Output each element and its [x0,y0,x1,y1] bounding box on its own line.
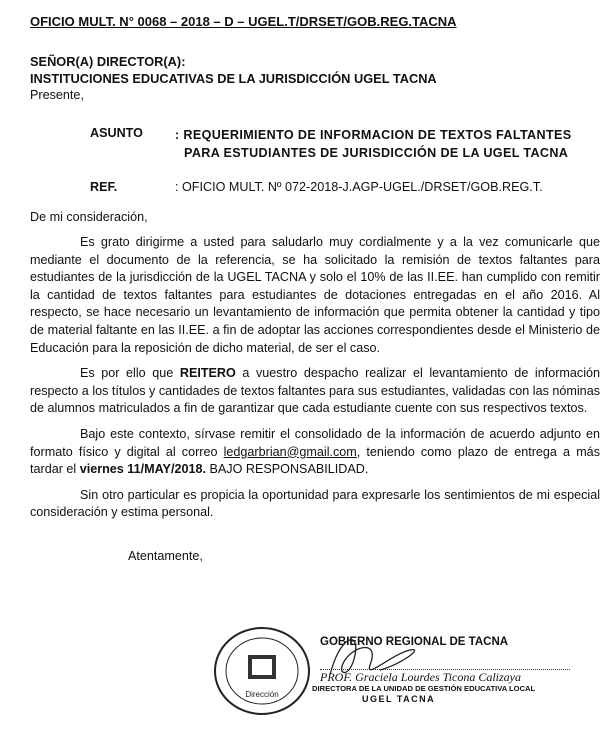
ref-row [90,180,600,194]
p2-text-rest: a vuestro despacho realizar el levantamiento de información respecto a los títulos y cantidades de textos faltantes para sus estudiantes, validadas con las nóminas de alumnos matriculados a fin de garantizar que cada estudiante cuente con sus respectivos textos. [30,366,600,416]
subject-line-2: PARA ESTUDIANTES DE JURISDICCIÓN DE LA UGEL TACNA [184,146,569,160]
recipient-line-1: SEÑOR(A) DIRECTOR(A): [30,54,186,69]
document-body [30,14,600,717]
document-reference-title: OFICIO MULT. N° 0068 – 2018 – D – UGEL.T/DRSET/GOB.REG.TACNA [30,14,457,29]
recipient-line-2: INSTITUCIONES EDUCATIVAS DE LA JURISDICCIÓN UGEL TACNA [30,71,437,86]
recipient-line-3: Presente, [30,88,84,102]
greeting: De mi consideración, [30,210,148,224]
email-link[interactable]: ledgarbrian@gmail.com [223,444,357,459]
signature-block [212,625,600,717]
p3-text-mid: , teniendo como plazo de entrega a más tardar el [30,444,600,477]
signatory-name: PROF. Graciela Lourdes Ticona Calizaya [320,669,521,684]
paragraph-2 [30,365,600,418]
subject-label: ASUNTO [90,126,143,140]
official-seal-icon [212,625,312,717]
ref-label: REF. [90,180,118,194]
p2-emphasis: REITERO [179,366,236,381]
p2-text: Es por ello que [80,366,180,381]
subject-row [90,126,600,162]
handwritten-signature-icon [310,625,450,685]
signature-org: GOBIERNO REGIONAL DE TACNA [320,635,509,648]
seal-center-text: Dirección [245,689,279,699]
subject-text [175,126,572,162]
deadline-date: viernes 11/MAY/2018. [79,462,206,477]
signatory-unit: UGEL TACNA [362,693,436,704]
closing: Atentamente, [128,548,203,563]
paragraph-4: Sin otro particular es propicia la oportunidad para expresarle los sentimientos de mi especial consideración y estima personal. [30,487,600,520]
signatory-role: DIRECTORA DE LA UNIDAD DE GESTIÓN EDUCATIVA LOCAL [312,683,536,693]
p3-text-end: BAJO RESPONSABILIDAD. [205,462,369,477]
subject-line-1: : REQUERIMIENTO DE INFORMACION DE TEXTOS FALTANTES [175,128,572,142]
paragraph-3 [30,426,600,479]
p3-text: Bajo este contexto, sírvase remitir el consolidado de la información de acuerdo adjunto en formato físico y digital al correo [30,426,600,459]
paragraph-1: Es grato dirigirme a usted para saludarlo muy cordialmente y a la vez comunicarle que mediante el documento de la referencia, se ha solicitado la remisión de textos faltantes para estudiantes de la jurisdicción de la UGEL TACNA y solo el 10% de las II.EE. han cumplido con remitir la cantidad de textos faltantes para estudiantes de dotaciones entregadas en el año 2016. Al respecto, se hace necesario un levantamiento de información que permita obtener la cantidad y tipo de material faltante en las II.EE. a fin de adoptar las acciones correspondientes desde el Ministerio de Educación para la reposición de dicho material, de ser el caso. [30,235,600,355]
signature-text-column [312,625,570,705]
ref-value: : OFICIO MULT. Nº 072-2018-J.AGP-UGEL./DRSET/GOB.REG.T. [175,180,543,194]
